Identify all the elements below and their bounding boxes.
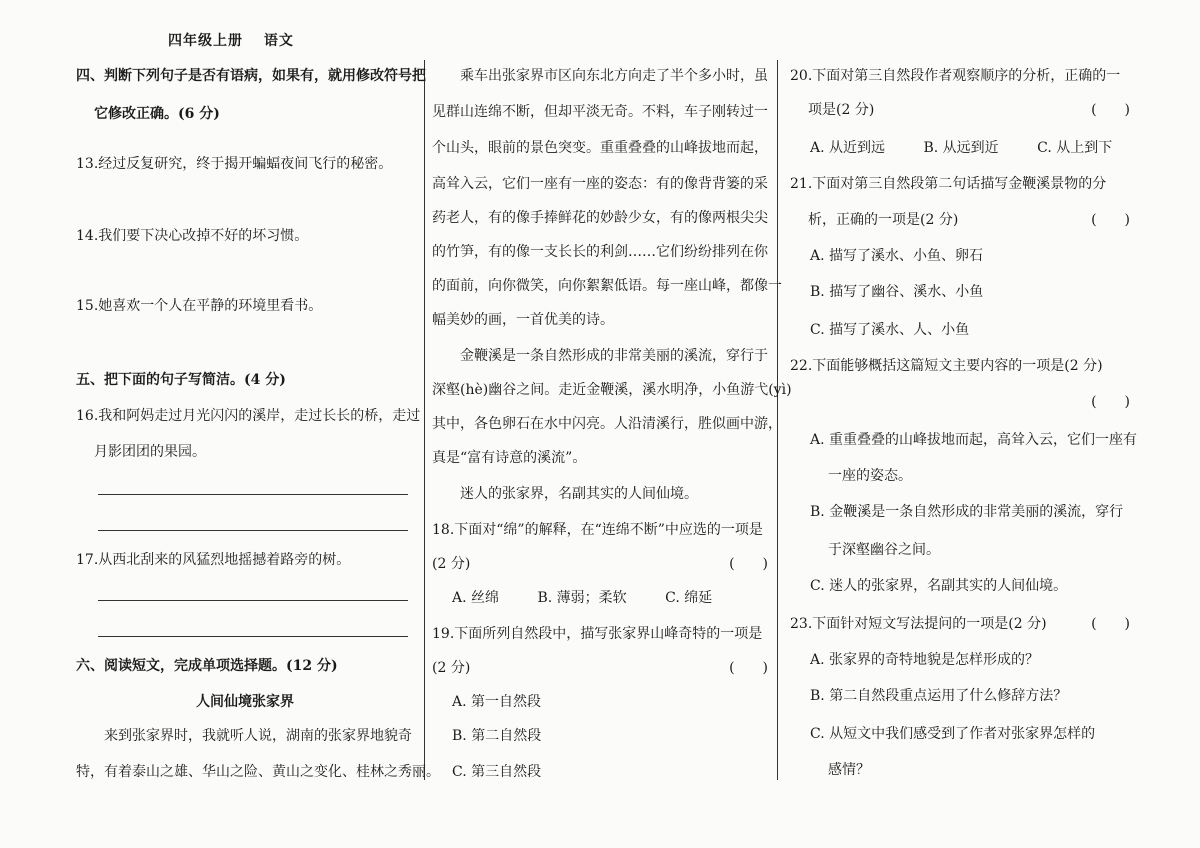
- answer-bracket[interactable]: ( ): [729, 660, 768, 676]
- question-16-cont: 月影团团的果园。: [94, 444, 206, 460]
- column-middle: [432, 58, 792, 788]
- question-14: 14.我们要下决心改掉不好的坏习惯。: [76, 228, 309, 244]
- passage-paragraph-2: 乘车出张家界市区向东北方向走了半个多小时，虽: [460, 68, 768, 84]
- option-c[interactable]: C. 从上到下: [1037, 140, 1113, 156]
- question-17: 17.从西北刮来的风猛烈地摇撼着路旁的树。: [76, 552, 351, 568]
- answer-line[interactable]: [98, 636, 408, 637]
- answer-bracket[interactable]: ( ): [1091, 212, 1130, 228]
- question-20-options: [810, 138, 1146, 158]
- passage-paragraph-1: 来到张家界时，我就听人说，湖南的张家界地貌奇: [104, 728, 412, 744]
- question-15: 15.她喜欢一个人在平静的环境里看书。: [76, 298, 323, 314]
- passage-paragraph-2: 见群山连绵不断，但却平淡无奇。不料，车子刚转过一: [432, 104, 768, 120]
- question-23: 23.下面针对短文写法提问的一项是(2 分): [790, 616, 1047, 632]
- option-c[interactable]: C. 第三自然段: [452, 764, 542, 780]
- passage-paragraph-2: 药老人，有的像手捧鲜花的妙龄少女，有的像两根尖尖: [432, 210, 768, 226]
- option-b-cont: 于深壑幽谷之间。: [828, 542, 940, 558]
- option-a[interactable]: A. 从近到远: [810, 140, 886, 156]
- section-6-heading: 六、阅读短文，完成单项选择题。(12 分): [76, 658, 338, 674]
- option-b[interactable]: B. 第二自然段重点运用了什么修辞方法？: [810, 688, 1068, 704]
- passage-paragraph-2: 个山头，眼前的景色突变。重重叠叠的山峰拔地而起，: [432, 140, 768, 156]
- answer-bracket[interactable]: ( ): [1091, 102, 1130, 118]
- option-c[interactable]: C. 绵延: [665, 590, 713, 606]
- option-a[interactable]: A. 重重叠叠的山峰拔地而起，高耸入云，它们一座有: [810, 432, 1138, 448]
- answer-line[interactable]: [98, 600, 408, 601]
- question-19: 19.下面所列自然段中，描写张家界山峰奇特的一项是: [432, 626, 763, 642]
- question-22: 22.下面能够概括这篇短文主要内容的一项是(2 分): [790, 358, 1103, 374]
- question-18: 18.下面对“绵”的解释，在“连绵不断”中应选的一项是: [432, 522, 763, 538]
- passage-paragraph-1-cont: 特，有着泰山之雄、华山之险、黄山之变化、桂林之秀丽。: [76, 764, 440, 780]
- passage-paragraph-3: 其中，各色卵石在水中闪亮。人沿清溪行，胜似画中游，: [432, 416, 782, 432]
- passage-paragraph-2: 高耸入云，它们一座有一座的姿态：有的像背背篓的采: [432, 176, 768, 192]
- section-4-heading-cont: 它修改正确。(6 分): [94, 106, 220, 122]
- column-divider: [424, 60, 425, 780]
- question-18-options: [452, 588, 746, 608]
- page-header: 四年级上册 语文: [168, 33, 294, 49]
- option-c-cont: 感情？: [828, 762, 870, 778]
- answer-bracket[interactable]: ( ): [1091, 616, 1130, 632]
- answer-line[interactable]: [98, 530, 408, 531]
- passage-paragraph-3: 深壑(hè)幽谷之间。走近金鞭溪，溪水明净，小鱼游弋(yì): [432, 382, 792, 398]
- passage-title: 人间仙境张家界: [196, 694, 294, 710]
- option-a[interactable]: A. 第一自然段: [452, 694, 542, 710]
- column-left: [76, 58, 440, 788]
- option-b[interactable]: B. 金鞭溪是一条自然形成的非常美丽的溪流，穿行: [810, 504, 1124, 520]
- question-16: 16.我和阿妈走过月光闪闪的溪岸，走过长长的桥，走过: [76, 408, 421, 424]
- option-b[interactable]: B. 描写了幽谷、溪水、小鱼: [810, 284, 984, 300]
- option-b[interactable]: B. 第二自然段: [452, 728, 542, 744]
- question-13: 13.经过反复研究，终于揭开蝙蝠夜间飞行的秘密。: [76, 156, 393, 172]
- question-20-cont: 项是(2 分): [808, 102, 875, 118]
- question-20: 20.下面对第三自然段作者观察顺序的分析，正确的一: [790, 68, 1121, 84]
- question-21: 21.下面对第三自然段第二句话描写金鞭溪景物的分: [790, 176, 1107, 192]
- option-c[interactable]: C. 描写了溪水、人、小鱼: [810, 322, 970, 338]
- passage-paragraph-4: 迷人的张家界，名副其实的人间仙境。: [460, 486, 698, 502]
- question-21-cont: 析，正确的一项是(2 分): [808, 212, 959, 228]
- section-4-heading: 四、判断下列句子是否有语病，如果有，就用修改符号把: [76, 68, 426, 84]
- option-a-cont: 一座的姿态。: [828, 468, 912, 484]
- answer-bracket[interactable]: ( ): [1091, 394, 1130, 410]
- question-19-score: (2 分): [432, 660, 471, 676]
- passage-paragraph-3: 金鞭溪是一条自然形成的非常美丽的溪流，穿行于: [460, 348, 768, 364]
- passage-paragraph-2: 的面前，向你微笑，向你絮絮低语。每一座山峰，都像一: [432, 278, 782, 294]
- answer-line[interactable]: [98, 494, 408, 495]
- option-a[interactable]: A. 描写了溪水、小鱼、卵石: [810, 248, 984, 264]
- passage-paragraph-2: 的竹笋，有的像一支长长的利剑……它们纷纷排列在你: [432, 244, 768, 260]
- option-b[interactable]: B. 薄弱；柔软: [537, 590, 627, 606]
- option-c[interactable]: C. 从短文中我们感受到了作者对张家界怎样的: [810, 726, 1096, 742]
- option-b[interactable]: B. 从远到近: [923, 140, 999, 156]
- column-right: [790, 58, 1138, 788]
- question-18-score: (2 分): [432, 556, 471, 572]
- passage-paragraph-3: 真是“富有诗意的溪流”。: [432, 450, 587, 466]
- option-a[interactable]: A. 丝绵: [452, 590, 500, 606]
- answer-bracket[interactable]: ( ): [729, 556, 768, 572]
- option-c[interactable]: C. 迷人的张家界，名副其实的人间仙境。: [810, 578, 1068, 594]
- section-5-heading: 五、把下面的句子写简洁。(4 分): [76, 372, 286, 388]
- passage-paragraph-2: 幅美妙的画，一首优美的诗。: [432, 312, 614, 328]
- option-a[interactable]: A. 张家界的奇特地貌是怎样形成的？: [810, 652, 1040, 668]
